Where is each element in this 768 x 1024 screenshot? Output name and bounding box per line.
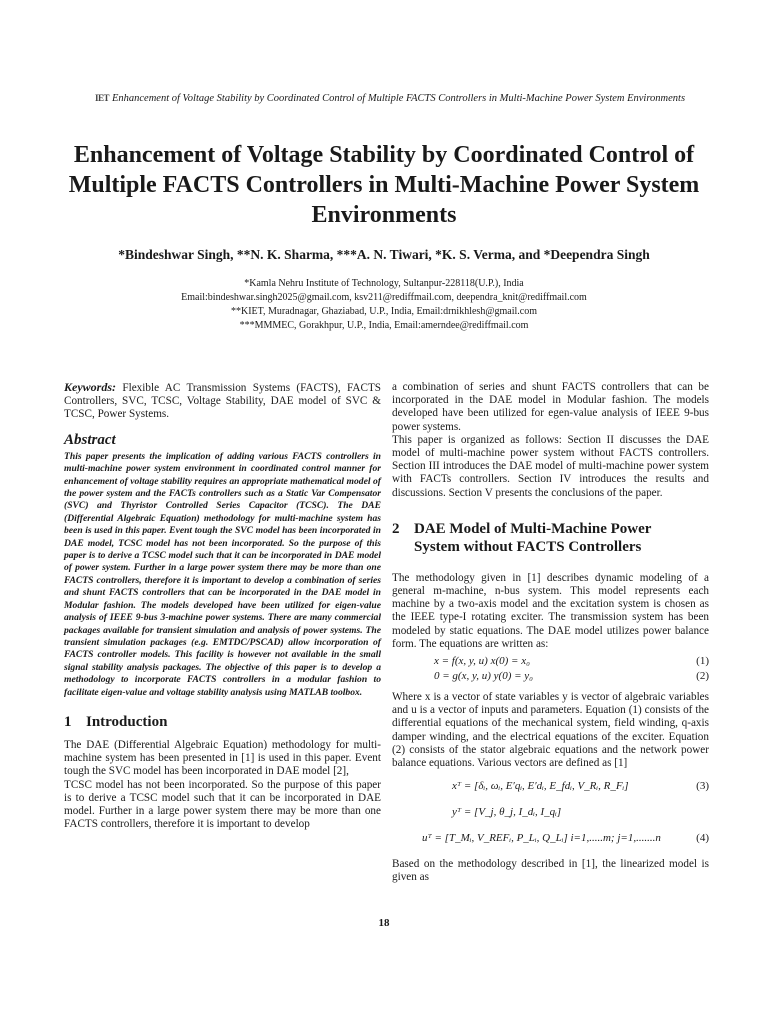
paper-title: Enhancement of Voltage Stability by Coordinated Control of Multiple FACTS Controllers in Multi-Machine Power System Environments [68,142,700,228]
variables-paragraph: Where x is a vector of state variables y is vector of algebraic variables and u is a vector of inputs and parameters. Equation (1) consists of the differential equations of the mechanical system, field winding, q-axis damper winding, and the electrical equations of the exciter. Equation (2) consists of the stator algebraic equations and the network power balance equations. Various vectors are defined as [1] [392,691,709,770]
paragraph-organization: This paper is organized as follows: Section II discusses the DAE model of multi-machine power system without FACTS controllers. Section III introduces the DAE model of multi-machine power system with FACTs controllers. Section IV introduces the results and discussions. Section V presents the conclusions of the paper. [392,433,709,499]
intro-paragraph-2: TCSC model has not been incorporated. So the purpose of this paper is to derive a TCSC model such that it can be incorporated in DAE model. Further in a large power system there may be more than one FACTS controllers, therefore it is important to develop [64,778,381,831]
equation-2-body: 0 = g(x, y, u) y(0) = y₀ [434,670,533,683]
running-header [90,92,690,105]
equation-4-body: uᵀ = [T_Mᵢ, V_REFᵢ, P_Lᵢ, Q_Lᵢ] i=1,.....m; j=1,.......n [422,832,661,845]
page-number: 18 [378,917,390,929]
author-list: *Bindeshwar Singh, **N. K. Sharma, ***A. N. Tiwari, *K. S. Verma, and *Deependra Singh [118,247,650,262]
equation-3-number: (3) [696,780,709,793]
right-column [392,381,709,885]
section-heading-introduction [64,713,381,731]
paragraph-continued: a combination of series and shunt FACTS controllers that can be incorporated in the DAE model in Modular fashion. The models developed have been utilized for egen-value analysis of IEEE 9-bus power systems. [392,381,709,433]
equation-3 [392,780,709,800]
abstract-text: This paper presents the implication of adding various FACTS controllers in multi-machine power system environment in coordinated control manner for enhancement of voltage stability requires an appropriate mathematical model of the power system and the FACTs controllers such as a Static Var Compensator (SVC) and Thyristor Controlled Series Capacitor (TCSC). The DAE (Differential Algebraic Equation) methodology for multi-machine system has been is used in this paper. Event tough the SVC model has been incorporated in DAE model, TCSC model has not been incorporated. So the purpose of this paper is to derive a TCSC model such that it can be incorporated in DAE model of power system. Further in a large power system there may be more than one FACTS controllers, therefore it is important to develop a combination of series and shunt FACTS controllers that can be incorporated in the DAE model in Modular fashion. The models developed have been utilized for eigen-value analysis of IEEE 9-bus 3-machine power systems. There are many commercial packages available for transient simulation and analysis of power systems. The transient simulation packages (e.g. EMTDC/PSCAD) allow incorporation of FACTS controller models. This facility is however not available in the small signal stability analysis packages. The objective of this paper is to develop a methodology to incorporate FACTS controllers in a modular fashion to facilitate eigen-value and voltage stability analysis using MATLAB toolbox. [64,450,381,698]
iet-logo-icon: IET [94,93,109,103]
equation-3-body: xᵀ = [δᵢ, ωᵢ, E′qᵢ, E′dᵢ, E_fdᵢ, V_Rᵢ, R_Fᵢ] [452,780,629,793]
linearized-paragraph: Based on the methodology described in [1], the linearized model is given as [392,858,709,884]
equation-2-number: (2) [696,670,709,683]
affiliation-3: ***MMMEC, Gorakhpur, U.P., India, Email:amerndee@rediffmail.com [239,320,529,331]
intro-paragraph-1: The DAE (Differential Algebraic Equation) methodology for multi-machine system has been presented in [1] is used in this paper. Event tough the SVC model has been incorporated in DAE model [2], [64,738,381,778]
equation-y-vector [392,806,709,826]
equation-4-number: (4) [696,832,709,845]
keywords-text: Flexible AC Transmission Systems (FACTS), FACTS Controllers, SVC, TCSC, Voltage Stability, DAE model of SVC & TCSC, Power Systems. [64,382,381,421]
equation-1-body: x = f(x, y, u) x(0) = x₀ [434,655,530,668]
left-column [64,381,381,831]
equation-1-number: (1) [696,655,709,668]
section-title-line-2: System without FACTS Controllers [414,538,642,555]
section-title: Introduction [86,713,168,730]
section-number: 1 [64,713,72,730]
affiliation-1: *Kamla Nehru Institute of Technology, Sultanpur-228118(U.P.), India [244,278,524,289]
affiliation-2: **KIET, Muradnagar, Ghaziabad, U.P., India, Email:drnikhlesh@gmail.com [230,306,538,317]
equation-y-body: yᵀ = [V_j, θ_j, I_dᵢ, I_qᵢ] [452,806,562,819]
keywords-label: Keywords: [64,380,116,394]
equation-1 [392,655,709,670]
section-number: 2 [392,520,400,537]
equation-2 [392,670,709,685]
abstract-heading: Abstract [64,431,116,448]
section-title-line-1: DAE Model of Multi-Machine Power [414,520,652,537]
section-heading-dae-model [392,520,709,556]
equation-4 [392,832,709,852]
running-header-title: Enhancement of Voltage Stability by Coordinated Control of Multiple FACTS Controllers in Multi-Machine Power System Environments [111,93,686,104]
affiliation-emails: Email:bindeshwar.singh2025@gmail.com, ksv211@rediffmail.com, deependra_knit@rediffmail.com [181,292,587,303]
methodology-paragraph: The methodology given in [1] describes dynamic modeling of a general m-machine, n-bus system. This model represents each machine by a two-axis model and the excitation system is chosen as the IEEE type-I rotating exciter. The transmission system has been modeled by static equations. The DAE model utilizes power balance form. The equations are written as: [392,571,709,650]
keywords [64,381,381,422]
